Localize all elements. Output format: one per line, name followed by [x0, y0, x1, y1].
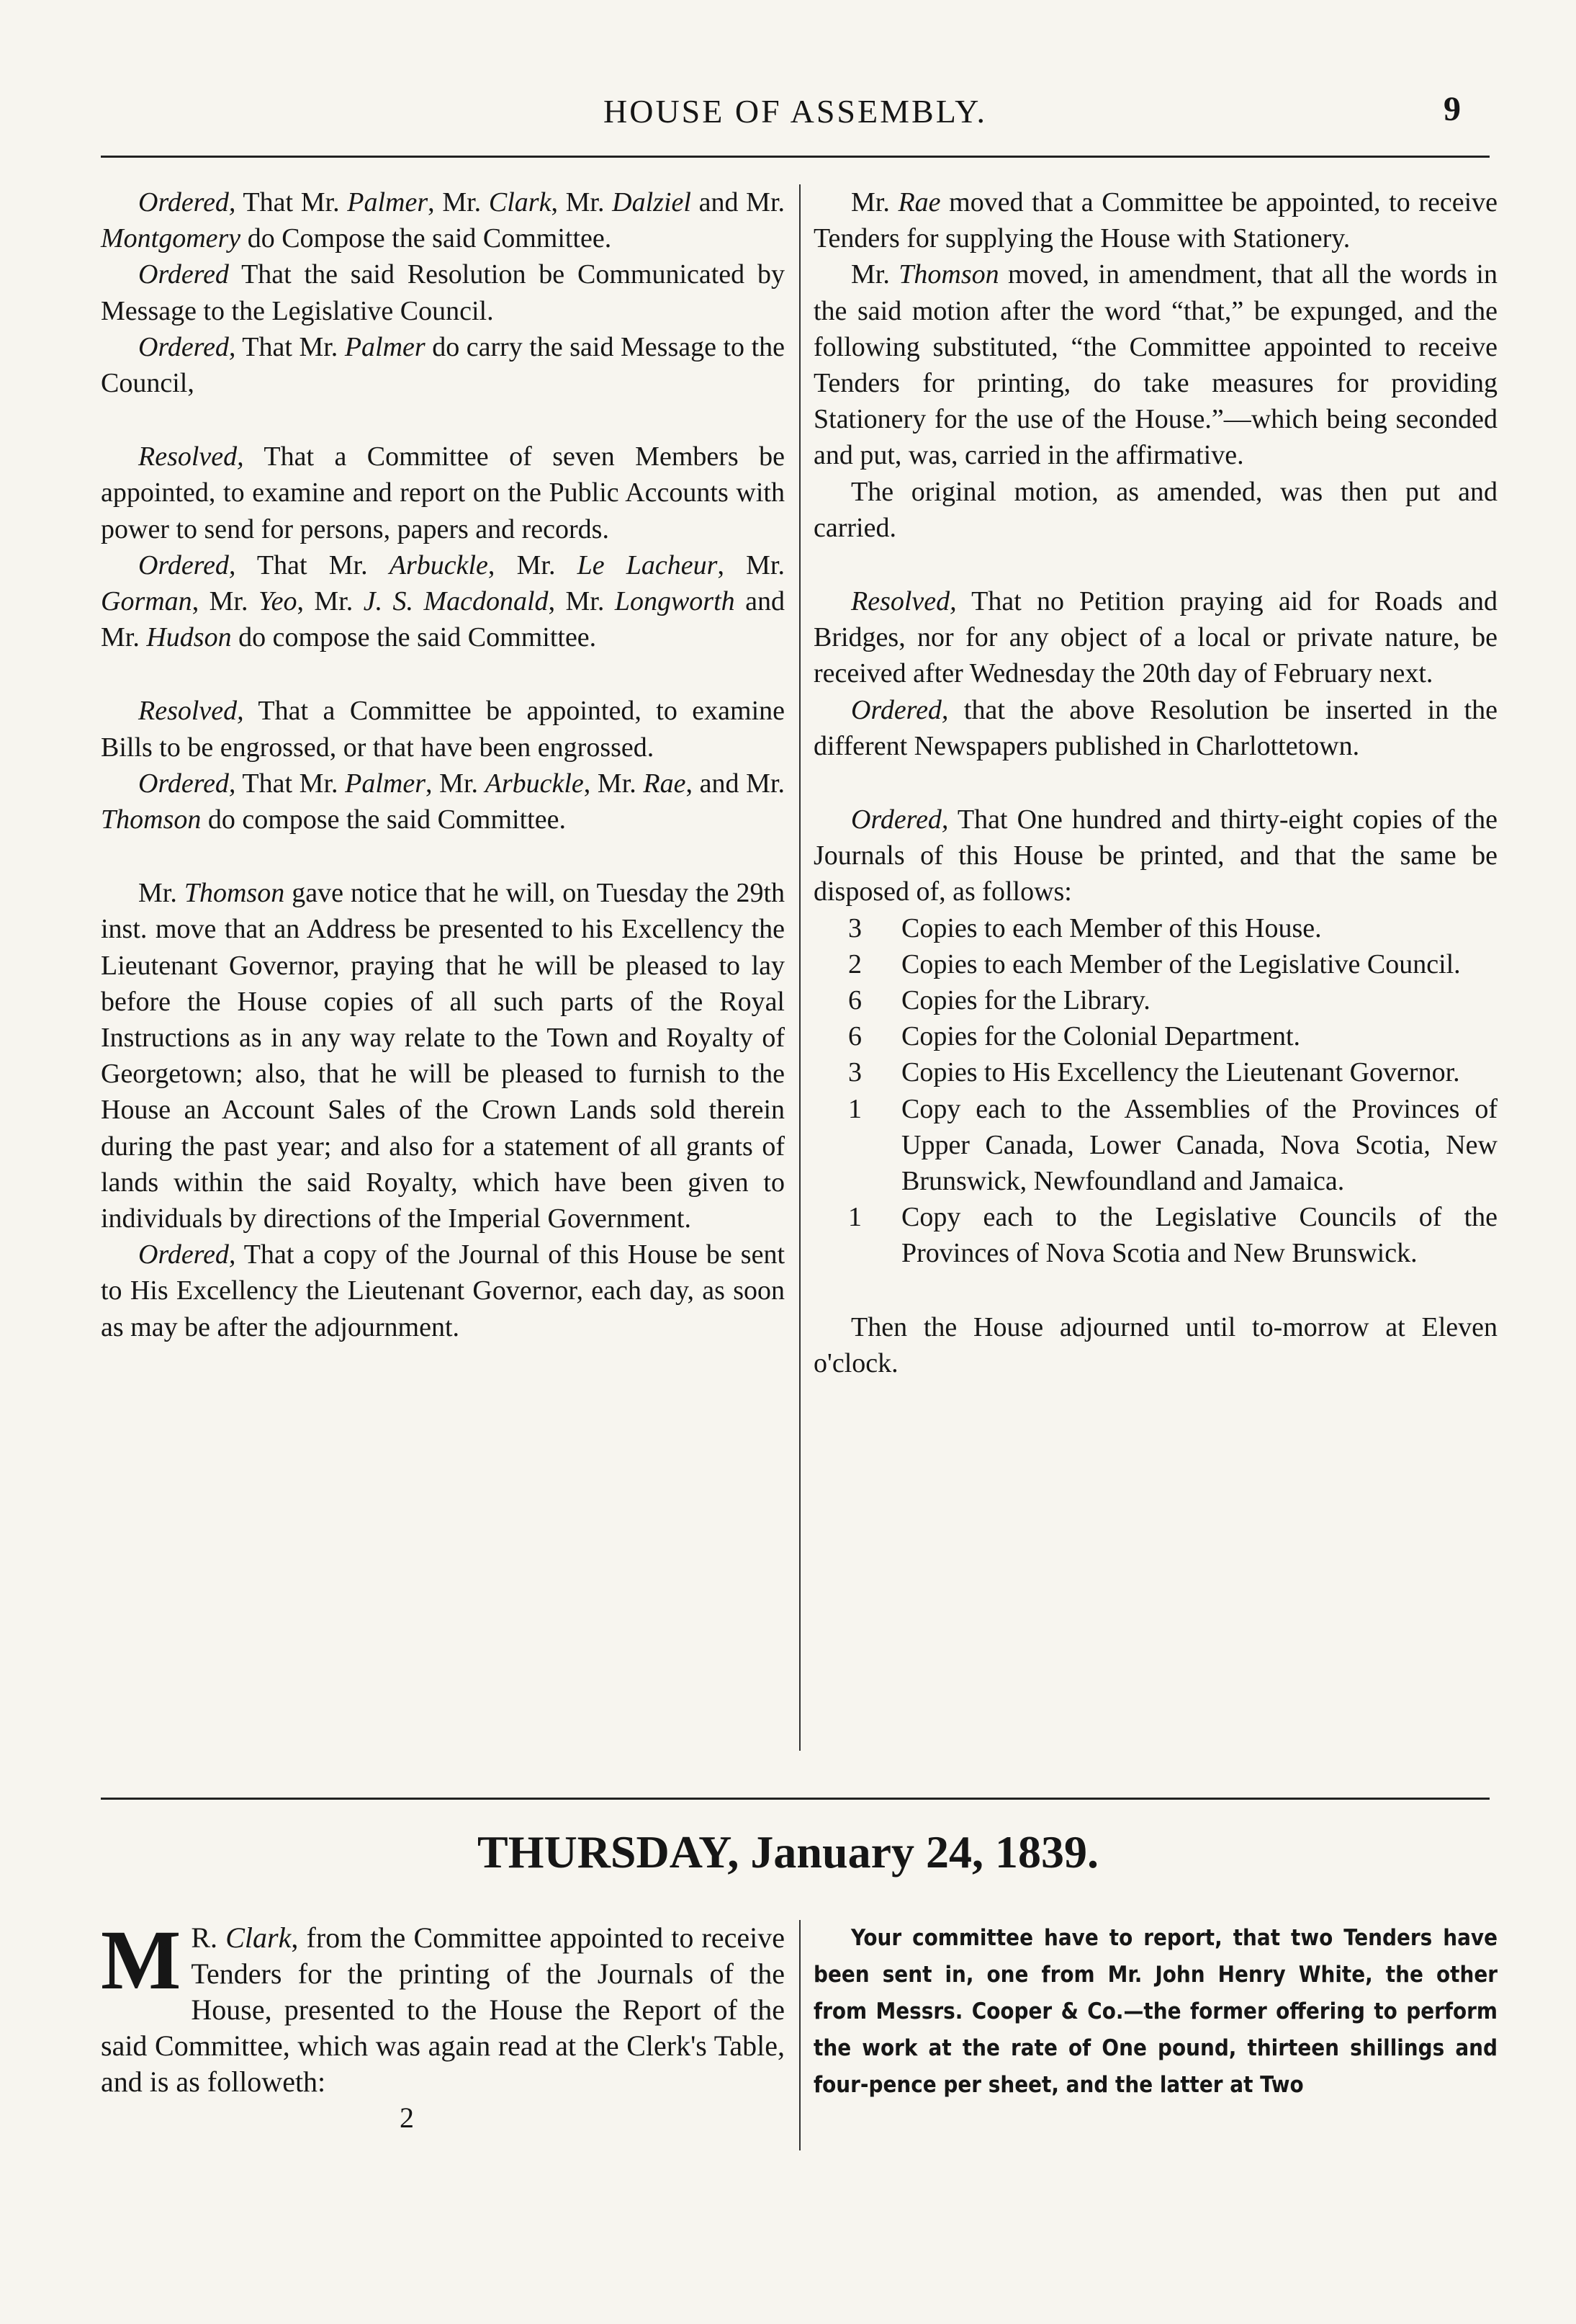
paragraph: Resolved, That no Petition praying aid for Roads and Bridges, nor for any object of a local or private nature, be received after Wednesday the 20th day of February next.: [814, 586, 1498, 689]
distribution-list: [848, 910, 1498, 1272]
right-column-top: [814, 184, 1498, 1381]
recipient: Copy each to the Assemblies of the Provinces of Upper Canada, Lower Canada, Nova Scotia, New Brunswick, Newfoundland and Jamaica.: [901, 1093, 1498, 1197]
running-head: [101, 85, 1490, 135]
spacer: [814, 1272, 1498, 1309]
paragraph: Resolved, That a Committee be appointed, to examine Bills to be engrossed, or that have been engrossed.: [101, 696, 785, 763]
left-column-top: [101, 184, 785, 1345]
copy-count: 1: [848, 1093, 862, 1124]
distribution-item: [848, 1199, 1498, 1271]
distribution-item: [848, 1054, 1498, 1090]
paragraph-gap: [814, 546, 1498, 583]
copy-count: 3: [848, 912, 862, 943]
copy-count: 6: [848, 1021, 862, 1052]
drop-cap: M: [101, 1913, 181, 2007]
section-rule: [101, 1798, 1490, 1800]
running-title: HOUSE OF ASSEMBLY.: [603, 93, 987, 130]
day-heading: THURSDAY, January 24, 1839.: [477, 1826, 1099, 1877]
paragraph: Ordered, that the above Resolution be inserted in the different Newspapers published in Charlottetown.: [814, 694, 1498, 761]
recipient: Copies for the Colonial Department.: [901, 1021, 1301, 1052]
committee-report-intro: R. Clark, from the Committee appointed to receive Tenders for the printing of the Journals of the House, presented to the House the Report of the said Committee, which was again read at the Clerk's Table, and is as followeth:: [101, 1921, 785, 2098]
paragraph: Ordered, That a copy of the Journal of this House be sent to His Excellency the Lieutenant Governor, each day, as soon as may be after the adjournment.: [101, 1239, 785, 1342]
recipient: Copies to His Excellency the Lieutenant Governor.: [901, 1057, 1460, 1088]
paragraph: The original motion, as amended, was then put and carried.: [814, 476, 1498, 543]
copy-count: 1: [848, 1202, 862, 1233]
paragraph: Ordered, That Mr. Palmer, Mr. Arbuckle, Mr. Rae, and Mr. Thomson do compose the said Committee.: [101, 768, 785, 835]
adjournment-note: Then the House adjourned until to-morrow at Eleven o'clock.: [814, 1311, 1498, 1378]
recipient: Copies to each Member of the Legislative Council.: [901, 948, 1461, 979]
page-number: 9: [1444, 90, 1461, 128]
column-divider-bottom: [799, 1920, 801, 2150]
right-column-paragraphs: [814, 184, 1498, 910]
copy-count: 3: [848, 1057, 862, 1088]
paragraph-gap: [101, 838, 785, 875]
recipient: Copy each to the Legislative Councils of the Provinces of Nova Scotia and New Brunswick.: [901, 1202, 1498, 1269]
copy-count: 6: [848, 985, 862, 1016]
distribution-item: [848, 1091, 1498, 1200]
paragraph: Mr. Thomson moved, in amendment, that all the words in the said motion after the word “that,” be expunged, and the following substituted, “the Committee appointed to receive Tenders for printing, do take measures for providing Stationery for the use of the House.”—which being seconded and put, was, carried in the affirmative.: [814, 259, 1498, 471]
distribution-item: [848, 982, 1498, 1018]
left-column-bottom: [101, 1913, 785, 2136]
committee-report-text: Your committee have to report, that two Tenders have been sent in, one from Mr. John Henry White, the other from Messrs. Cooper & Co.—the former offering to perform the work at the rate of One pound, thirteen shillings and four-pence per sheet, and the latter at Two: [814, 1925, 1498, 2098]
paragraph: Ordered, That One hundred and thirty-eight copies of the Journals of this House be printed, and that the same be disposed of, as follows:: [814, 804, 1498, 907]
paragraph: Ordered, That Mr. Palmer, Mr. Clark, Mr. Dalziel and Mr. Montgomery do Compose the said Committee.: [101, 187, 785, 254]
distribution-item: [848, 910, 1498, 946]
paragraph: Mr. Rae moved that a Committee be appointed, to receive Tenders for supplying the House with Stationery.: [814, 187, 1498, 254]
paragraph: Ordered, That Mr. Palmer do carry the said Message to the Council,: [101, 331, 785, 399]
recipient: Copies for the Library.: [901, 985, 1151, 1016]
distribution-item: [848, 1018, 1498, 1054]
right-column-bottom: [814, 1920, 1498, 2104]
distribution-item: [848, 946, 1498, 982]
column-divider-top: [799, 184, 801, 1751]
signature-mark: 2: [400, 2101, 414, 2134]
copy-count: 2: [848, 948, 862, 979]
paragraph: Mr. Thomson gave notice that he will, on Tuesday the 29th inst. move that an Address be presented to his Excellency the Lieutenant Governor, praying that he will be pleased to lay before the House copies of all such parts of the Royal Instructions as in any way relate to the Town and Royalty of Georgetown; also, that he will be pleased to furnish to the House an Account Sales of the Crown Lands sold therein during the past year; and also for a statement of all grants of lands within the said Royalty, which have been given to individuals by directions of the Imperial Government.: [101, 878, 785, 1234]
paragraph-gap: [814, 764, 1498, 802]
header-rule: [101, 156, 1490, 158]
paragraph: Ordered That the said Resolution be Communicated by Message to the Legislative Council.: [101, 259, 785, 326]
paragraph: Ordered, That Mr. Arbuckle, Mr. Le Lacheur, Mr. Gorman, Mr. Yeo, Mr. J. S. Macdonald, Mr. Longworth and Mr. Hudson do compose the said Committee.: [101, 549, 785, 653]
paragraph: Resolved, That a Committee of seven Members be appointed, to examine and report on the Public Accounts with power to send for persons, papers and records.: [101, 441, 785, 544]
paragraph-gap: [101, 401, 785, 439]
paragraph-gap: [101, 655, 785, 693]
recipient: Copies to each Member of this House.: [901, 912, 1322, 943]
